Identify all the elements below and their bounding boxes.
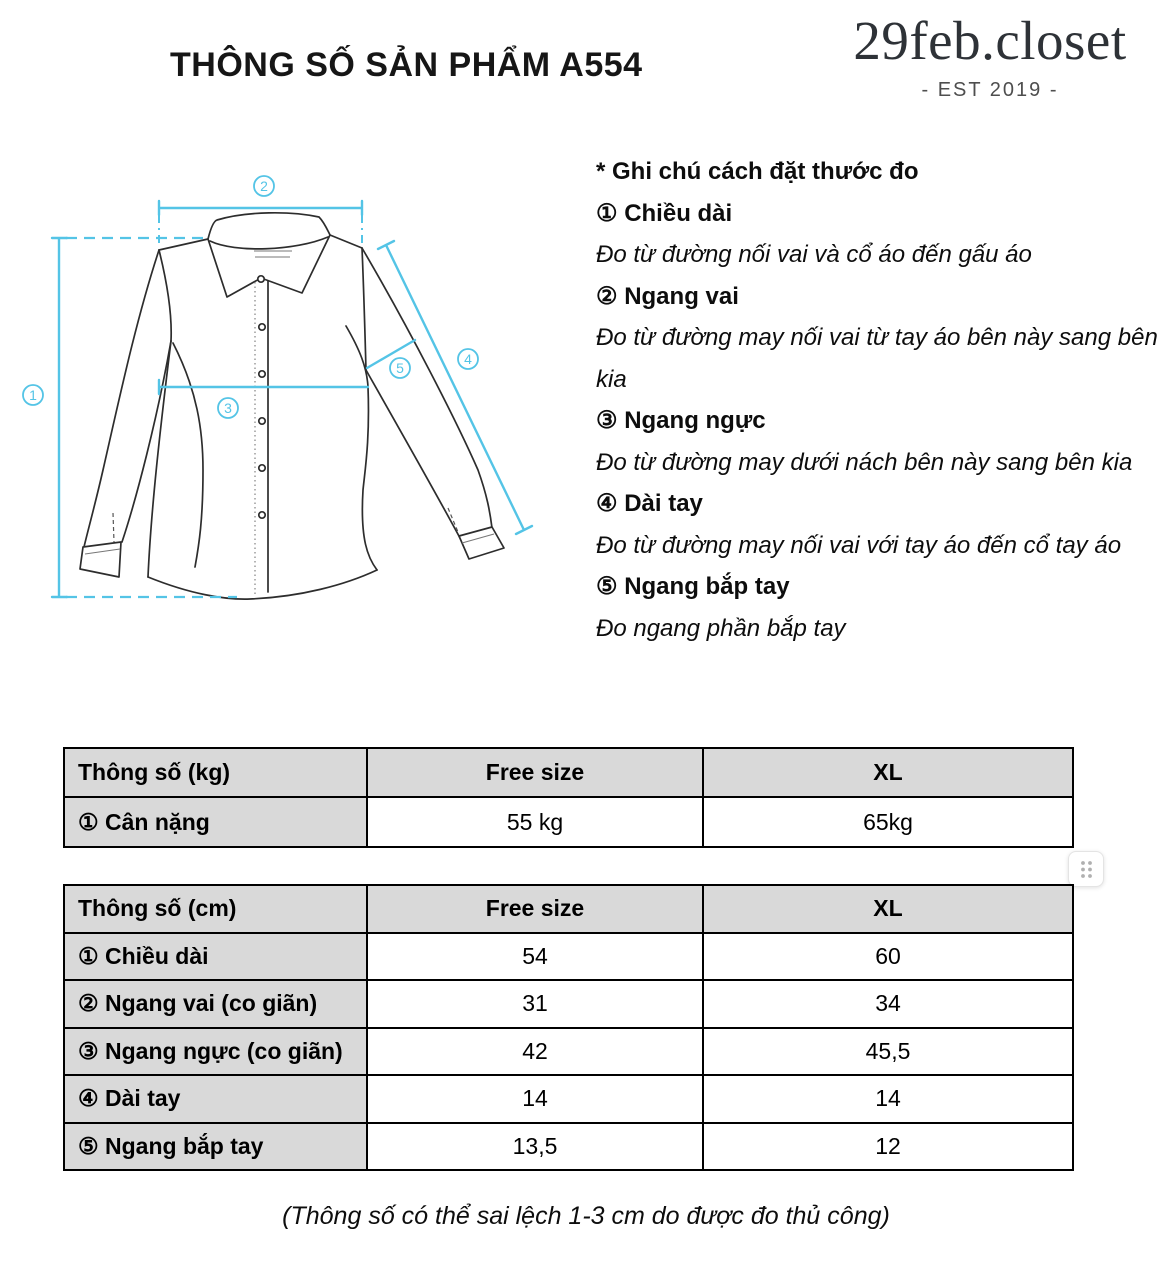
table-cell: 45,5 (703, 1028, 1073, 1076)
right-shoulder (330, 235, 362, 248)
column-header: Free size (367, 748, 703, 797)
measure-line-bicep (367, 340, 415, 378)
right-cuff (459, 527, 504, 559)
note-item (596, 483, 1162, 566)
column-header: XL (703, 885, 1073, 933)
note-name: Ngang bắp tay (624, 573, 790, 600)
page-title: THÔNG SỐ SẢN PHẨM A554 (170, 46, 643, 84)
size-table (63, 884, 1074, 1171)
measure-line-length (23, 238, 237, 597)
note-description: Đo từ đường may nối vai từ tay áo bên này sang bên kia (596, 324, 1158, 393)
tolerance-note: (Thông số có thể sai lệch 1-3 cm do được đo thủ công) (282, 1202, 890, 1230)
note-item (596, 400, 1162, 483)
row-label: ① Chiều dài (64, 933, 367, 981)
hem (148, 570, 377, 599)
note-name: Ngang vai (624, 282, 739, 310)
table-drag-handle[interactable] (1068, 851, 1104, 887)
row-label: ③ Ngang ngực (co giãn) (64, 1028, 367, 1076)
table-cell: 13,5 (367, 1123, 703, 1171)
measure-line-sleeve (378, 241, 532, 534)
table-header-row (64, 748, 1073, 797)
row-label: ⑤ Ngang bắp tay (64, 1123, 367, 1171)
row-label: ① Cân nặng (64, 797, 367, 847)
note-marker: ④ (596, 490, 618, 517)
note-description: Đo từ đường may dưới nách bên này sang bên kia (596, 448, 1133, 476)
brand-name: 29feb.closet (853, 10, 1127, 71)
left-princess-seam (173, 343, 203, 567)
collar-stitching (254, 251, 292, 257)
table-cell: 54 (367, 933, 703, 981)
right-sleeve-inner (366, 370, 460, 538)
collar-band (210, 237, 328, 249)
note-item (596, 276, 1162, 401)
note-name: Dài tay (624, 490, 703, 517)
collar-top (208, 213, 330, 239)
drag-dots-icon (1079, 859, 1094, 880)
left-sleeve-inner (122, 341, 171, 542)
left-shoulder (159, 239, 208, 250)
row-label: ④ Dài tay (64, 1075, 367, 1123)
table-cell: 31 (367, 980, 703, 1028)
marker-label-1: 1 (29, 387, 37, 403)
right-armhole (362, 248, 366, 370)
marker-label-2: 2 (260, 178, 268, 194)
column-header: Thông số (cm) (64, 885, 367, 933)
column-header: Free size (367, 885, 703, 933)
note-item (596, 566, 1162, 649)
table-row (64, 933, 1073, 981)
table-row (64, 1075, 1073, 1123)
brand-logo (828, 12, 1152, 102)
table-cell: 65kg (703, 797, 1073, 847)
note-name: Chiều dài (624, 199, 733, 227)
row-label: ② Ngang vai (co giãn) (64, 980, 367, 1028)
notes-heading: * Ghi chú cách đặt thước đo (596, 158, 919, 185)
left-cuff (80, 542, 121, 577)
body-right-edge (346, 326, 377, 570)
table-cell: 14 (367, 1075, 703, 1123)
shirt-drawing (80, 213, 504, 599)
table-cell: 12 (703, 1123, 1073, 1171)
table-row (64, 980, 1073, 1028)
marker-label-5: 5 (396, 360, 404, 376)
marker-label-4: 4 (464, 351, 472, 367)
body-left-edge (148, 341, 171, 577)
table-cell: 34 (703, 980, 1073, 1028)
note-marker: ⑤ (596, 573, 618, 600)
table-cell: 60 (703, 933, 1073, 981)
left-armhole (159, 250, 171, 341)
note-item (596, 193, 1162, 276)
note-marker: ② (596, 282, 618, 310)
shirt-measurement-diagram (0, 150, 580, 650)
left-sleeve-seam (113, 513, 114, 542)
marker-label-3: 3 (224, 400, 232, 416)
note-marker: ① (596, 199, 618, 227)
left-sleeve-outer (84, 250, 159, 547)
column-header: XL (703, 748, 1073, 797)
collar-right-lapel (261, 235, 330, 293)
right-sleeve-outer (362, 248, 492, 528)
buttons (258, 276, 265, 518)
table-row (64, 1028, 1073, 1076)
note-description: Đo từ đường may nối vai với tay áo đến cổ tay áo (596, 531, 1122, 559)
note-description: Đo ngang phần bắp tay (596, 614, 846, 642)
table-row (64, 1123, 1073, 1171)
weight-table (63, 747, 1074, 848)
table-row (64, 797, 1073, 847)
table-cell: 14 (703, 1075, 1073, 1123)
note-name: Ngang ngực (624, 407, 766, 434)
column-header: Thông số (kg) (64, 748, 367, 797)
table-header-row (64, 885, 1073, 933)
note-description: Đo từ đường nối vai và cổ áo đến gấu áo (596, 241, 1032, 268)
measurement-notes (596, 151, 1162, 649)
note-marker: ③ (596, 407, 618, 434)
table-cell: 55 kg (367, 797, 703, 847)
table-cell: 42 (367, 1028, 703, 1076)
brand-established: - EST 2019 - (921, 78, 1059, 101)
